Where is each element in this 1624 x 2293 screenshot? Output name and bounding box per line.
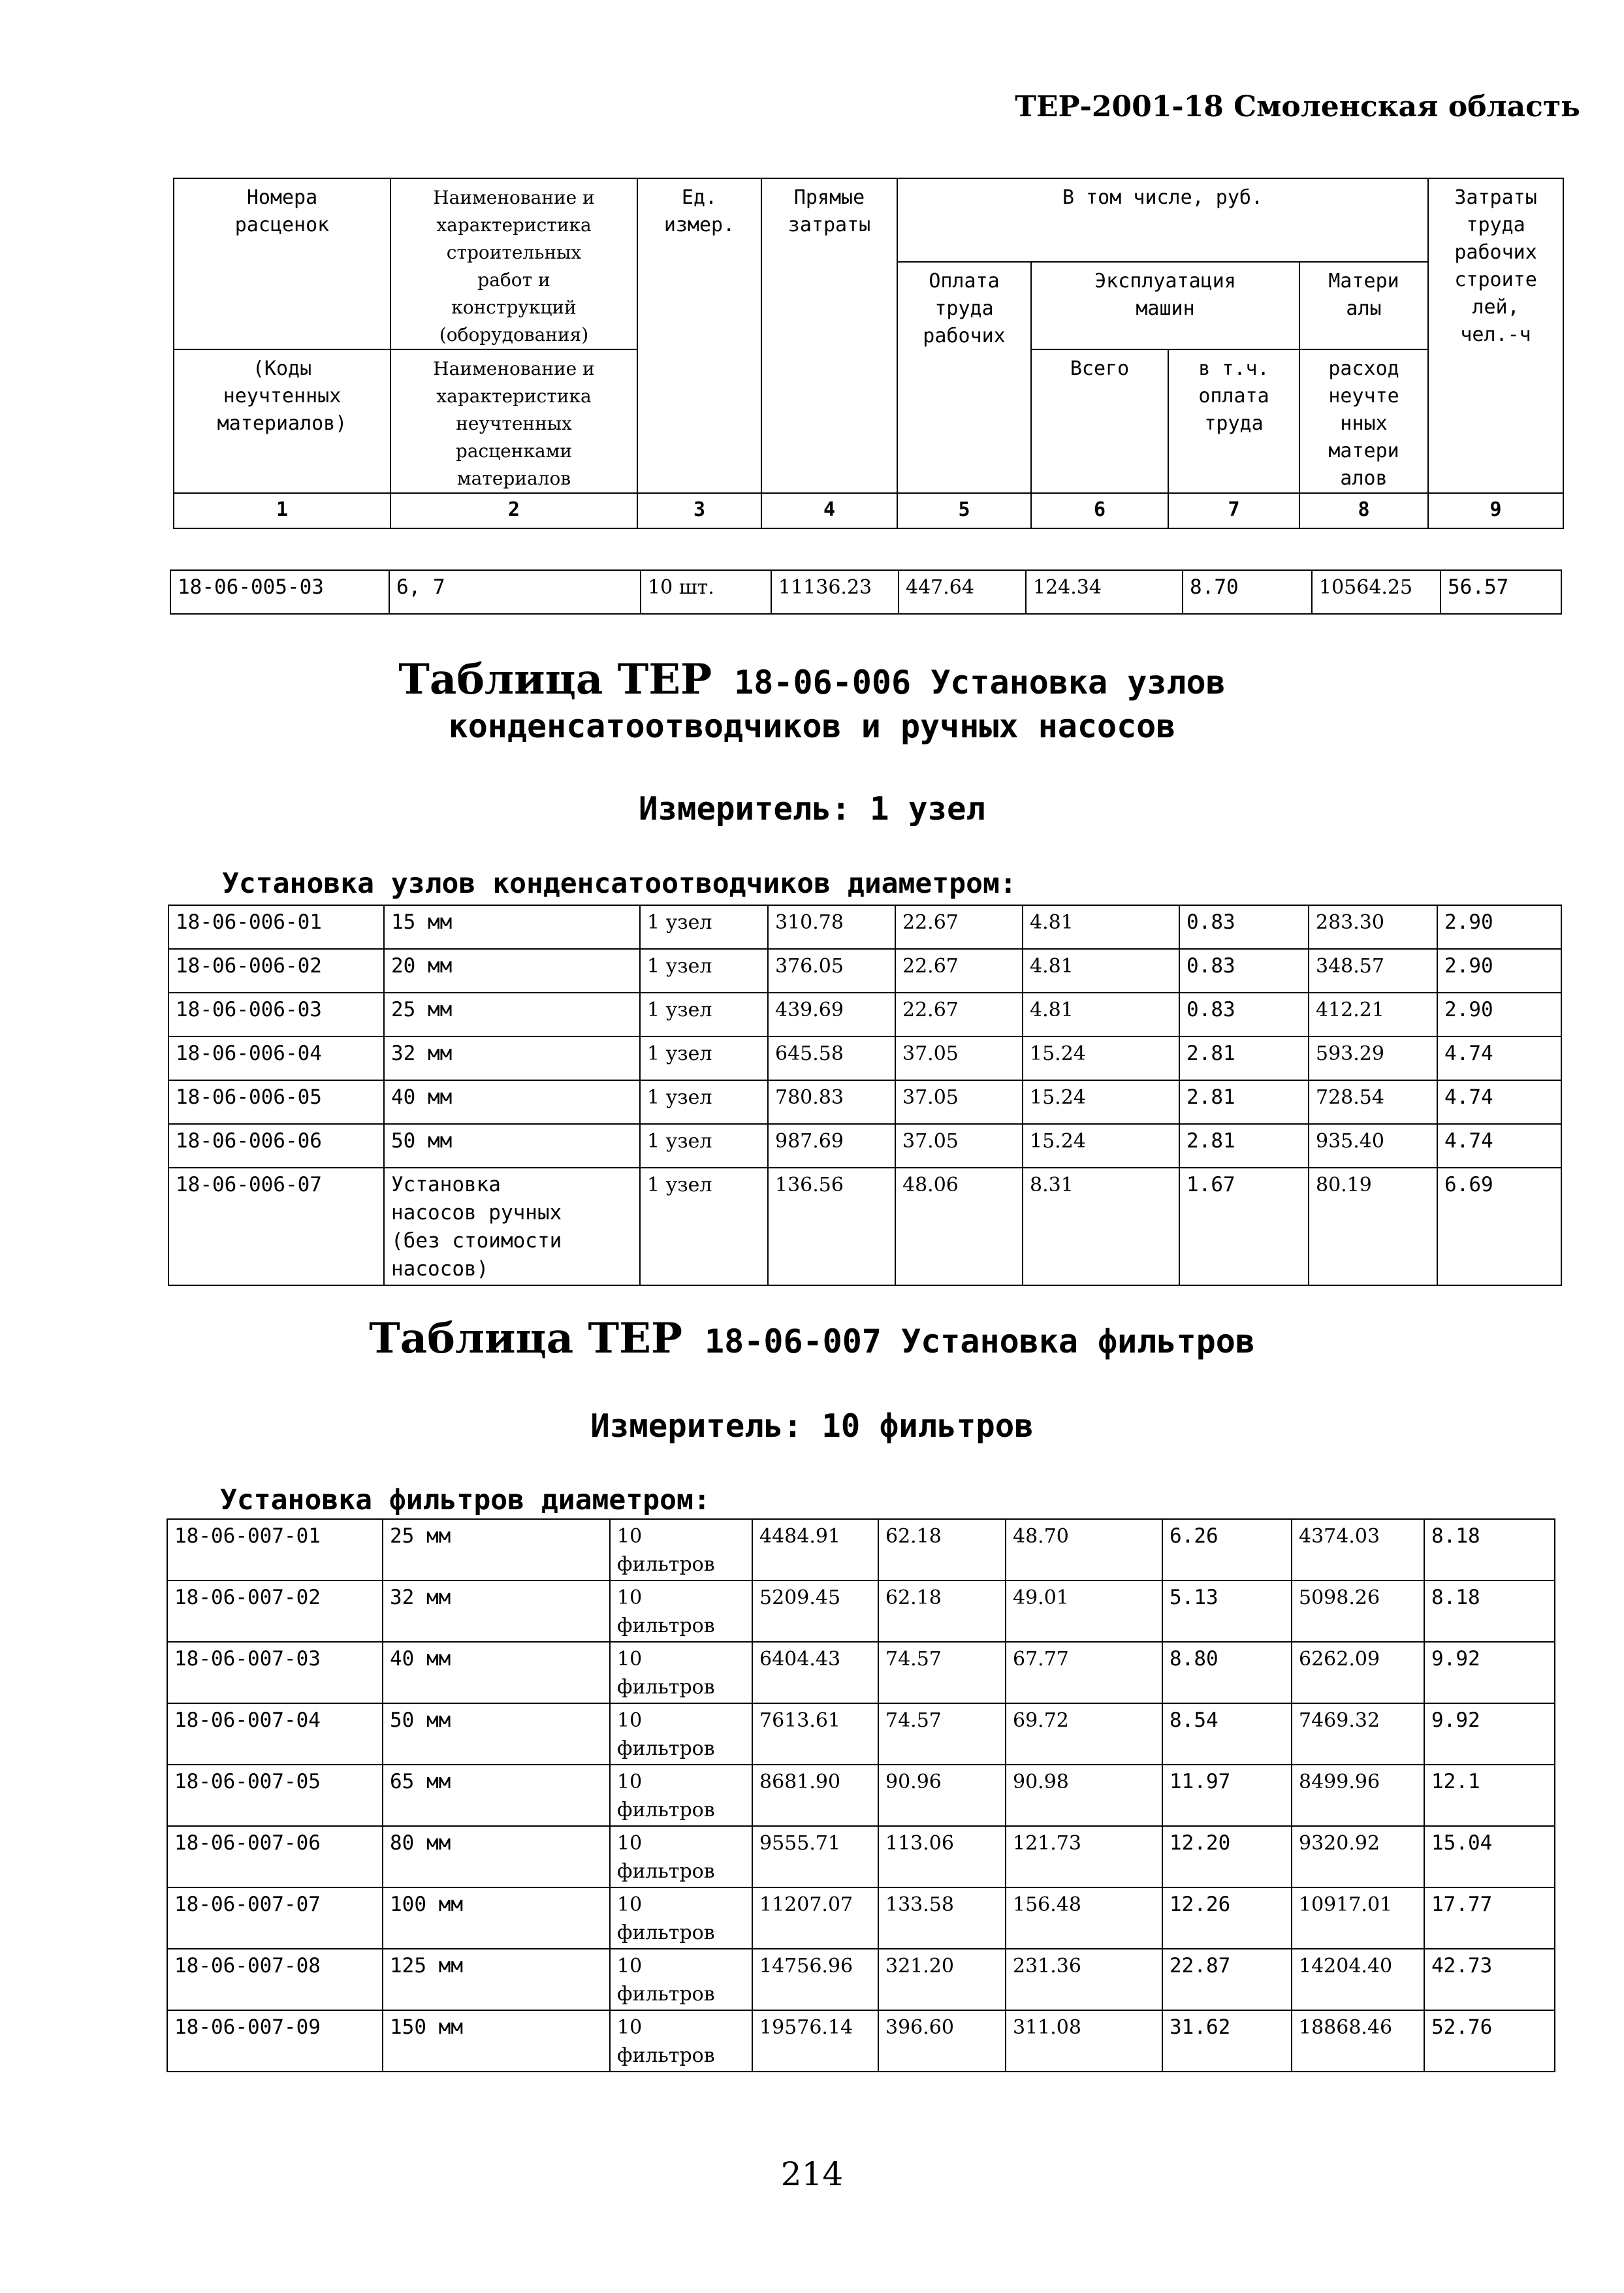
- cell-line: 1 узел: [647, 955, 712, 978]
- direct-cost: 8681.90: [752, 1765, 878, 1826]
- cell-line: фильтров: [617, 2044, 715, 2067]
- work-name: [383, 1642, 610, 1703]
- machine-labor-cost: 12.20: [1162, 1826, 1292, 1887]
- machines-cost: 48.70: [1006, 1519, 1162, 1580]
- work-name: [383, 1703, 610, 1765]
- column-number: 3: [637, 493, 761, 528]
- cell-line: алов: [1340, 467, 1388, 490]
- table-007-code-line: 18-06-007 Установка фильтров: [705, 1323, 1255, 1360]
- rate-code: 18-06-007-09: [167, 2010, 383, 2072]
- machines-cost: 4.81: [1023, 993, 1179, 1036]
- table-row: [168, 905, 1561, 949]
- cell-line: фильтров: [617, 1921, 715, 1944]
- work-name: [384, 905, 640, 949]
- labor-hours: 9.92: [1424, 1642, 1555, 1703]
- table-row: [167, 2010, 1555, 2072]
- work-name: [383, 1580, 610, 1642]
- cell-line: характеристика: [436, 385, 592, 407]
- rate-code: 18-06-006-05: [168, 1080, 384, 1124]
- column-number: 8: [1299, 493, 1428, 528]
- labor-cost: 396.60: [878, 2010, 1006, 2072]
- cell-line: труда: [1466, 214, 1525, 236]
- unit: [610, 1519, 752, 1580]
- cell-line: Наименование и: [433, 358, 595, 379]
- labor-cost: 113.06: [878, 1826, 1006, 1887]
- materials-cost: 283.30: [1309, 905, 1437, 949]
- rate-code: 18-06-005-03: [170, 570, 389, 614]
- cell-line: расценок: [234, 214, 330, 236]
- table-007-body: [167, 1519, 1555, 2072]
- table-006-group-label: Установка узлов конденсатоотводчиков диаметром:: [222, 867, 1017, 900]
- rate-code: 18-06-007-07: [167, 1887, 383, 1949]
- work-name: [383, 1826, 610, 1887]
- cell-line: фильтров: [617, 1614, 715, 1637]
- labor-cost: 37.05: [895, 1080, 1023, 1124]
- materials-cost: 10564.25: [1312, 570, 1441, 614]
- labor-cost: 22.67: [895, 905, 1023, 949]
- unit: [610, 1703, 752, 1765]
- machines-cost: 4.81: [1023, 905, 1179, 949]
- column-number: 2: [390, 493, 637, 528]
- labor-hours: 9.92: [1424, 1703, 1555, 1765]
- work-name: [383, 1949, 610, 2010]
- col-header-materials: [1299, 262, 1428, 349]
- cell-line: Установка: [391, 1173, 501, 1196]
- table-007-group-label: Установка фильтров диаметром:: [220, 1484, 710, 1516]
- cell-line: строительных: [446, 242, 582, 263]
- cell-line: 65 мм: [390, 1770, 451, 1793]
- machines-cost: 15.24: [1023, 1124, 1179, 1168]
- unit: [640, 993, 768, 1036]
- cell-line: 50 мм: [391, 1129, 453, 1153]
- materials-cost: 6262.09: [1292, 1642, 1424, 1703]
- materials-cost: 348.57: [1309, 949, 1437, 993]
- cell-line: рабочих: [923, 325, 1006, 347]
- table-row: [167, 1826, 1555, 1887]
- materials-cost: 5098.26: [1292, 1580, 1424, 1642]
- table-006-body: [168, 905, 1561, 1285]
- labor-hours: 2.90: [1437, 905, 1561, 949]
- page-number: 214: [780, 2155, 844, 2193]
- cell-line: Затраты: [1454, 186, 1537, 209]
- labor-cost: 133.58: [878, 1887, 1006, 1949]
- cell-line: рабочих: [1454, 241, 1537, 264]
- cell-line: Эксплуатация: [1094, 270, 1236, 293]
- cell-line: строите: [1454, 268, 1537, 291]
- table-006-title-line2: конденсатоотводчиков и ручных насосов: [448, 707, 1176, 745]
- col-header-hours: [1428, 178, 1563, 493]
- running-header: ТЕР-2001-18 Смоленская область: [1015, 90, 1580, 123]
- cell-line: чел.-ч: [1460, 323, 1531, 346]
- col-header-labor: [897, 262, 1031, 493]
- rate-code: 18-06-007-01: [167, 1519, 383, 1580]
- direct-cost: 310.78: [768, 905, 895, 949]
- column-number: 5: [897, 493, 1031, 528]
- direct-cost: 987.69: [768, 1124, 895, 1168]
- table-row: [168, 1124, 1561, 1168]
- table-006-heading-line2: [0, 707, 1624, 745]
- labor-cost: 90.96: [878, 1765, 1006, 1826]
- rate-code: 18-06-007-04: [167, 1703, 383, 1765]
- table-row: [167, 1765, 1555, 1826]
- table-007-title: Таблица ТЕР: [369, 1314, 683, 1363]
- cell-line: 50 мм: [390, 1708, 451, 1732]
- cell-line: 10: [617, 1771, 643, 1793]
- labor-hours: 6.69: [1437, 1168, 1561, 1285]
- cell-line: неучтенных: [223, 385, 342, 408]
- labor-cost: 37.05: [895, 1036, 1023, 1080]
- cell-line: (оборудования): [439, 324, 589, 345]
- col-header-code-unaccounted: [174, 349, 390, 493]
- cell-line: алы: [1346, 297, 1382, 320]
- machine-labor-cost: 0.83: [1179, 993, 1309, 1036]
- machine-labor-cost: 0.83: [1179, 905, 1309, 949]
- cell-line: фильтров: [617, 1799, 715, 1821]
- work-name: [383, 1765, 610, 1826]
- cell-line: 25 мм: [391, 998, 453, 1021]
- col-header-name-unaccounted: [390, 349, 637, 493]
- machines-cost: 15.24: [1023, 1036, 1179, 1080]
- labor-cost: 447.64: [899, 570, 1026, 614]
- machines-cost: 311.08: [1006, 2010, 1162, 2072]
- unit: [610, 1949, 752, 2010]
- machine-labor-cost: 11.97: [1162, 1765, 1292, 1826]
- column-number: 9: [1428, 493, 1563, 528]
- table-007-heading: [0, 1314, 1624, 1363]
- cell-line: 80 мм: [390, 1831, 451, 1855]
- col-header-materials-usage: [1299, 349, 1428, 493]
- cell-line: 40 мм: [391, 1085, 453, 1109]
- cell-line: Прямые: [793, 186, 865, 209]
- unit: [610, 2010, 752, 2072]
- work-name: [384, 1124, 640, 1168]
- machines-cost: 15.24: [1023, 1080, 1179, 1124]
- cell-line: (Коды: [252, 357, 312, 380]
- cell-line: Номера: [246, 186, 318, 209]
- cell-line: 1 узел: [647, 1086, 712, 1109]
- cell-line: (без стоимости: [391, 1229, 562, 1253]
- cell-line: фильтров: [617, 1553, 715, 1576]
- work-name: [383, 1519, 610, 1580]
- machine-labor-cost: 1.67: [1179, 1168, 1309, 1285]
- col-header-name: [390, 178, 637, 349]
- work-name: 6, 7: [389, 570, 641, 614]
- table-007-measure: Измеритель: 10 фильтров: [590, 1407, 1034, 1445]
- materials-cost: 8499.96: [1292, 1765, 1424, 1826]
- machine-labor-cost: 6.26: [1162, 1519, 1292, 1580]
- cell-line: матери: [1328, 440, 1399, 462]
- cell-line: фильтров: [617, 1860, 715, 1883]
- table-006: [168, 905, 1562, 1286]
- labor-hours: 17.77: [1424, 1887, 1555, 1949]
- cell-line: материалов: [456, 468, 571, 489]
- cell-line: 1 узел: [647, 1130, 712, 1153]
- direct-cost: 11136.23: [771, 570, 899, 614]
- labor-hours: 4.74: [1437, 1124, 1561, 1168]
- cell-line: 10: [617, 1893, 643, 1916]
- machine-labor-cost: 2.81: [1179, 1036, 1309, 1080]
- column-number: 4: [761, 493, 897, 528]
- cell-line: неучтенных: [456, 413, 572, 434]
- cell-line: 100 мм: [390, 1893, 463, 1916]
- machines-cost: 231.36: [1006, 1949, 1162, 2010]
- unit: [640, 1124, 768, 1168]
- col-header-machines-total: Всего: [1031, 349, 1168, 493]
- column-number: 6: [1031, 493, 1168, 528]
- cell-line: 10: [617, 1832, 643, 1855]
- col-header-group: В том числе, руб.: [897, 178, 1428, 262]
- column-header-table: [173, 178, 1564, 529]
- cell-line: труда: [934, 297, 994, 320]
- machines-cost: 69.72: [1006, 1703, 1162, 1765]
- materials-cost: 80.19: [1309, 1168, 1437, 1285]
- work-name: [384, 949, 640, 993]
- labor-cost: 74.57: [878, 1642, 1006, 1703]
- cell-line: измер.: [663, 214, 735, 236]
- cell-line: 10: [617, 2016, 643, 2039]
- materials-cost: 14204.40: [1292, 1949, 1424, 2010]
- direct-cost: 376.05: [768, 949, 895, 993]
- column-number-row: [174, 493, 1563, 528]
- cell-line: Матери: [1328, 270, 1399, 293]
- labor-cost: 74.57: [878, 1703, 1006, 1765]
- cell-line: расценками: [455, 440, 573, 462]
- labor-hours: 52.76: [1424, 2010, 1555, 2072]
- machine-labor-cost: 5.13: [1162, 1580, 1292, 1642]
- rate-code: 18-06-006-02: [168, 949, 384, 993]
- labor-hours: 12.1: [1424, 1765, 1555, 1826]
- table-row: [167, 1949, 1555, 2010]
- table-006-heading: [0, 655, 1624, 704]
- column-number: 7: [1168, 493, 1299, 528]
- machine-labor-cost: 2.81: [1179, 1080, 1309, 1124]
- direct-cost: 11207.07: [752, 1887, 878, 1949]
- cell-line: характеристика: [436, 214, 592, 236]
- cell-line: Оплата: [929, 270, 1000, 293]
- cell-line: оплата: [1198, 385, 1269, 408]
- direct-cost: 645.58: [768, 1036, 895, 1080]
- cell-line: насосов ручных: [391, 1201, 562, 1225]
- cell-line: 25 мм: [390, 1524, 451, 1548]
- rate-code: 18-06-006-06: [168, 1124, 384, 1168]
- direct-cost: 9555.71: [752, 1826, 878, 1887]
- col-header-machine-labor: [1168, 349, 1299, 493]
- machine-labor-cost: 12.26: [1162, 1887, 1292, 1949]
- labor-hours: 2.90: [1437, 949, 1561, 993]
- direct-cost: 136.56: [768, 1168, 895, 1285]
- unit: [640, 1080, 768, 1124]
- cell-line: труда: [1204, 412, 1264, 435]
- cell-line: работ и: [477, 269, 550, 291]
- machine-labor-cost: 0.83: [1179, 949, 1309, 993]
- unit: [610, 1580, 752, 1642]
- machine-labor-cost: 2.81: [1179, 1124, 1309, 1168]
- unit: [640, 1168, 768, 1285]
- col-header-code: [174, 178, 390, 349]
- machines-cost: 156.48: [1006, 1887, 1162, 1949]
- rate-code: 18-06-006-01: [168, 905, 384, 949]
- cell-line: фильтров: [617, 1737, 715, 1760]
- work-name: [384, 1168, 640, 1285]
- cell-line: 20 мм: [391, 954, 453, 978]
- rate-code: 18-06-006-07: [168, 1168, 384, 1285]
- cell-line: 10: [617, 1648, 643, 1671]
- machines-cost: 4.81: [1023, 949, 1179, 993]
- carry-row-table: [170, 569, 1562, 615]
- machines-cost: 121.73: [1006, 1826, 1162, 1887]
- direct-cost: 7613.61: [752, 1703, 878, 1765]
- cell-line: в т.ч.: [1198, 357, 1269, 380]
- machines-cost: 8.31: [1023, 1168, 1179, 1285]
- materials-cost: 9320.92: [1292, 1826, 1424, 1887]
- table-row: [167, 1519, 1555, 1580]
- table-007: [167, 1518, 1555, 2072]
- table-row: [167, 1642, 1555, 1703]
- direct-cost: 5209.45: [752, 1580, 878, 1642]
- table-row: [167, 1703, 1555, 1765]
- table-row: [167, 1887, 1555, 1949]
- materials-cost: 593.29: [1309, 1036, 1437, 1080]
- labor-hours: 4.74: [1437, 1080, 1561, 1124]
- rate-code: 18-06-006-03: [168, 993, 384, 1036]
- cell-line: 1 узел: [647, 1042, 712, 1065]
- labor-hours: 8.18: [1424, 1519, 1555, 1580]
- materials-cost: 4374.03: [1292, 1519, 1424, 1580]
- materials-cost: 18868.46: [1292, 2010, 1424, 2072]
- col-header-direct: [761, 178, 897, 493]
- rate-code: 18-06-007-03: [167, 1642, 383, 1703]
- cell-line: затраты: [788, 214, 871, 236]
- cell-line: 32 мм: [391, 1042, 453, 1065]
- rate-code: 18-06-007-02: [167, 1580, 383, 1642]
- cell-line: нных: [1340, 412, 1388, 435]
- cell-line: неучте: [1328, 385, 1399, 408]
- unit: [610, 1765, 752, 1826]
- labor-cost: 321.20: [878, 1949, 1006, 2010]
- machine-labor-cost: 8.80: [1162, 1642, 1292, 1703]
- labor-hours: 56.57: [1441, 570, 1561, 614]
- table-row: [170, 570, 1561, 614]
- machines-cost: 67.77: [1006, 1642, 1162, 1703]
- table-row: [168, 1168, 1561, 1285]
- machines-cost: 49.01: [1006, 1580, 1162, 1642]
- table-row: [168, 1036, 1561, 1080]
- unit: [640, 905, 768, 949]
- col-header-machines: [1031, 262, 1299, 349]
- cell-line: машин: [1136, 297, 1195, 320]
- cell-line: 40 мм: [390, 1647, 451, 1671]
- labor-cost: 62.18: [878, 1519, 1006, 1580]
- unit: [610, 1826, 752, 1887]
- machines-cost: 124.34: [1026, 570, 1183, 614]
- direct-cost: 19576.14: [752, 2010, 878, 2072]
- labor-hours: 8.18: [1424, 1580, 1555, 1642]
- machine-labor-cost: 8.70: [1183, 570, 1312, 614]
- unit: [640, 1036, 768, 1080]
- table-006-title: Таблица ТЕР: [398, 655, 712, 704]
- table-006-measure: Измеритель: 1 узел: [638, 790, 985, 827]
- cell-line: Наименование и: [433, 187, 595, 208]
- machine-labor-cost: 8.54: [1162, 1703, 1292, 1765]
- cell-line: лей,: [1472, 296, 1520, 319]
- cell-line: 10: [617, 1955, 643, 1978]
- labor-cost: 48.06: [895, 1168, 1023, 1285]
- cell-line: 1 узел: [647, 1174, 712, 1196]
- table-006-code-line: 18-06-006 Установка узлов: [734, 664, 1226, 701]
- cell-line: 150 мм: [390, 2015, 463, 2039]
- cell-line: 10: [617, 1525, 643, 1548]
- materials-cost: 10917.01: [1292, 1887, 1424, 1949]
- labor-cost: 22.67: [895, 993, 1023, 1036]
- unit: [610, 1642, 752, 1703]
- labor-hours: 42.73: [1424, 1949, 1555, 2010]
- direct-cost: 4484.91: [752, 1519, 878, 1580]
- machine-labor-cost: 22.87: [1162, 1949, 1292, 2010]
- table-row: [168, 949, 1561, 993]
- cell-line: 1 узел: [647, 999, 712, 1021]
- column-number: 1: [174, 493, 390, 528]
- rate-code: 18-06-007-08: [167, 1949, 383, 2010]
- rate-code: 18-06-006-04: [168, 1036, 384, 1080]
- work-name: [384, 1080, 640, 1124]
- materials-cost: 7469.32: [1292, 1703, 1424, 1765]
- cell-line: 1 узел: [647, 911, 712, 934]
- machines-cost: 90.98: [1006, 1765, 1162, 1826]
- cell-line: насосов): [391, 1257, 489, 1281]
- cell-line: 10: [617, 1709, 643, 1732]
- cell-line: материалов): [217, 412, 347, 435]
- rate-code: 18-06-007-05: [167, 1765, 383, 1826]
- cell-line: Ед.: [681, 186, 718, 209]
- col-header-unit: [637, 178, 761, 493]
- cell-line: конструкций: [451, 297, 577, 318]
- cell-line: 125 мм: [390, 1954, 463, 1978]
- table-row: [167, 1580, 1555, 1642]
- unit: 10 шт.: [641, 570, 771, 614]
- work-name: [383, 1887, 610, 1949]
- labor-cost: 62.18: [878, 1580, 1006, 1642]
- rate-code: 18-06-007-06: [167, 1826, 383, 1887]
- machine-labor-cost: 31.62: [1162, 2010, 1292, 2072]
- direct-cost: 14756.96: [752, 1949, 878, 2010]
- cell-line: 10: [617, 1586, 643, 1609]
- materials-cost: 412.21: [1309, 993, 1437, 1036]
- labor-cost: 37.05: [895, 1124, 1023, 1168]
- labor-hours: 15.04: [1424, 1826, 1555, 1887]
- labor-hours: 4.74: [1437, 1036, 1561, 1080]
- direct-cost: 780.83: [768, 1080, 895, 1124]
- labor-cost: 22.67: [895, 949, 1023, 993]
- work-name: [383, 2010, 610, 2072]
- cell-line: фильтров: [617, 1983, 715, 2006]
- labor-hours: 2.90: [1437, 993, 1561, 1036]
- materials-cost: 935.40: [1309, 1124, 1437, 1168]
- work-name: [384, 993, 640, 1036]
- materials-cost: 728.54: [1309, 1080, 1437, 1124]
- cell-line: расход: [1328, 357, 1399, 380]
- unit: [640, 949, 768, 993]
- cell-line: 15 мм: [391, 910, 453, 934]
- table-row: [168, 1080, 1561, 1124]
- direct-cost: 439.69: [768, 993, 895, 1036]
- direct-cost: 6404.43: [752, 1642, 878, 1703]
- work-name: [384, 1036, 640, 1080]
- unit: [610, 1887, 752, 1949]
- table-row: [168, 993, 1561, 1036]
- cell-line: 32 мм: [390, 1586, 451, 1609]
- cell-line: фильтров: [617, 1676, 715, 1699]
